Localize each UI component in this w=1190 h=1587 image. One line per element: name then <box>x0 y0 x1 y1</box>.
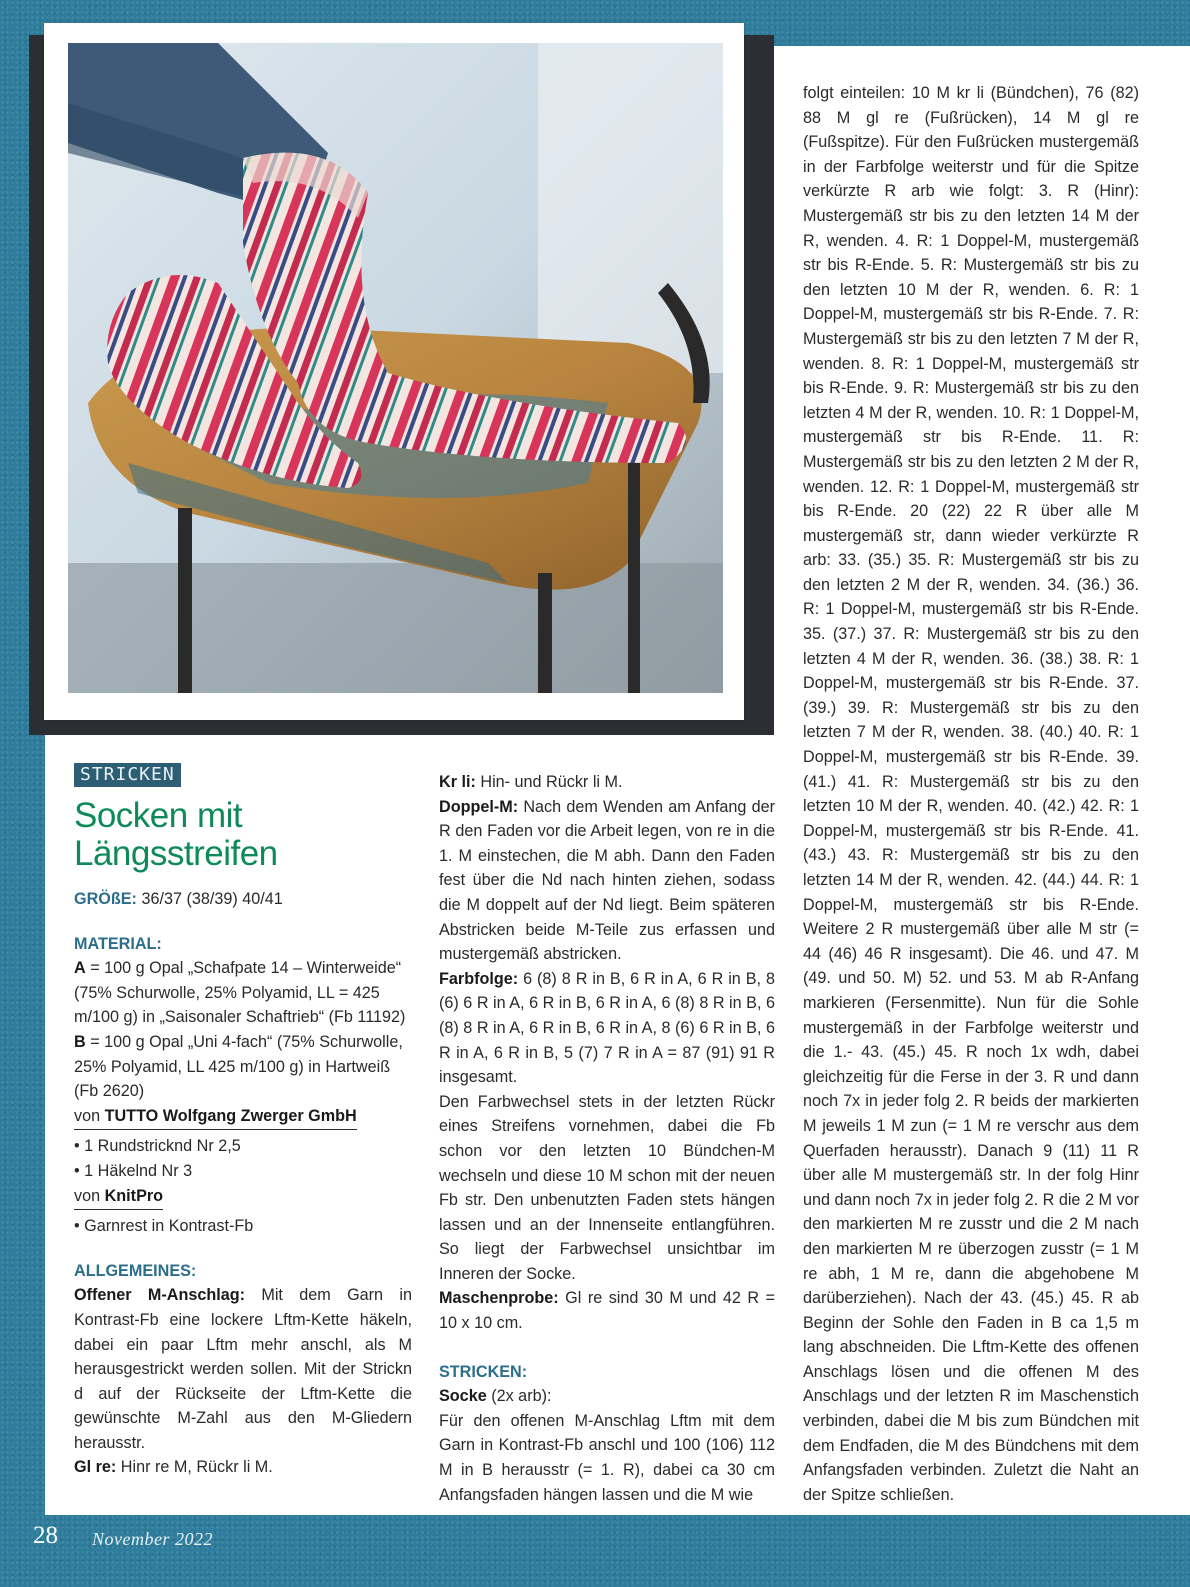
title-line-2: Längsstreifen <box>74 834 278 873</box>
krli-label: Kr li: <box>439 773 476 791</box>
tool-item-1: • 1 Rundstricknd Nr 2,5 <box>74 1137 241 1156</box>
page-number: 28 <box>33 1522 58 1549</box>
maschenprobe-label: Maschenprobe: <box>439 1289 559 1308</box>
material-b <box>74 1030 412 1104</box>
material-b-key: B <box>74 1032 86 1051</box>
photo-frame <box>44 23 744 720</box>
supplier-prefix-1: von <box>74 1106 105 1125</box>
size-value: 36/37 (38/39) 40/41 <box>136 890 283 908</box>
supplier-line-1 <box>74 1104 412 1131</box>
article-title <box>74 797 412 873</box>
socke-suffix: (2x arb): <box>486 1387 552 1406</box>
material-a <box>74 956 412 1030</box>
glre-paragraph <box>74 1455 412 1480</box>
open-cast-paragraph <box>74 1283 412 1455</box>
doppel-label: Doppel-M: <box>439 797 519 816</box>
krli-text: Hin- und Rückr li M. <box>475 773 623 791</box>
doppel-text: Nach dem Wenden am Anfang der R den Faden vor die Arbeit legen, von re in die 1. M einstechen, die M abh. Dann den Faden fest über die Nd nach hinten ziehen, sodass die M doppelt auf der Nd liegt. Beim späteren Abstricken beide M-Teile zus erfassen und mustergemäß abstricken. <box>439 797 775 964</box>
size-line <box>74 887 412 912</box>
maschenprobe-text: Gl re sind 30 M und 42 R = 10 x 10 cm. <box>439 1289 775 1333</box>
material-a-text: = 100 g Opal „Schafpate 14 – Winterweide“ (75% Schurwolle, 25% Polyamid, LL = 425 m/100 g) in „Saisonaler Schaftrieb“ (Fb 11192) <box>74 959 406 1027</box>
glre-label: Gl re: <box>74 1458 117 1477</box>
socke-line <box>439 1384 775 1409</box>
farbfolge-paragraph <box>439 967 775 1090</box>
title-line-1: Socken mit <box>74 796 243 835</box>
column-middle <box>439 770 775 1507</box>
farbfolge-label: Farbfolge: <box>439 969 519 988</box>
socke-label: Socke <box>439 1387 487 1406</box>
glre-text: Hinr re M, Rückr li M. <box>116 1458 273 1477</box>
material-a-key: A <box>74 959 86 978</box>
farbwechsel-paragraph: Den Farbwechsel stets in der letzten Rückr eines Streifens vornehmen, dabei die Fb schon vor den letzten 10 Bündchen-M wechseln und diese 10 M schon mit der neuen Fb str. Den unbenutzten Faden stets hängen lassen und an der Innenseite entlangführen. So liegt der Farbwechsel unsichtbar im Inneren der Socke. <box>439 1092 775 1283</box>
tool-item-3: • Garnrest in Kontrast-Fb <box>74 1217 254 1236</box>
general-heading: ALLGEMEINES: <box>74 1261 197 1280</box>
issue-date: November 2022 <box>92 1529 213 1549</box>
material-b-text: = 100 g Opal „Uni 4-fach“ (75% Schurwolle, 25% Polyamid, LL 425 m/100 g) in Hartweiß (Fb 2620) <box>74 1032 403 1101</box>
open-cast-text: Mit dem Garn in Kontrast-Fb eine lockere Lftm-Kette häkeln, dabei ein paar Lftm mehr anschl, als M herausgestrickt werden sollen. Mit der Strickn d auf der Rückseite der Lftm-Kette die gewünschte M-Zahl aus den M-Gliedern herausstr. <box>74 1286 412 1452</box>
knitting-intro: Für den offenen M-Anschlag Lftm mit dem Garn in Kontrast-Fb anschl und 100 (106) 112 M in B herausstr (= 1. R), dabei ca 30 cm Anfangsfaden hängen lassen und die M wie <box>439 1411 775 1504</box>
material-heading: MATERIAL: <box>74 934 162 953</box>
farbfolge-text: 6 (8) 8 R in B, 6 R in A, 6 R in B, 8 (6) 6 R in A, 6 R in B, 6 R in A, 6 (8) 8 R in B, 6 (8) 8 R in A, 6 R in B, 6 R in A, 8 (6) 6 R in B, 6 R in A, 6 R in B, 5 (7) 7 R in A = 87 (91) 91 R insgesamt. <box>439 969 775 1087</box>
column-left <box>74 763 412 1480</box>
socks-photo <box>68 43 723 693</box>
open-cast-label: Offener M-Anschlag: <box>74 1286 246 1305</box>
supplier-brand-1: TUTTO Wolfgang Zwerger GmbH <box>104 1106 357 1125</box>
knitting-heading: STRICKEN: <box>439 1362 528 1381</box>
column-right <box>803 81 1139 1507</box>
size-label: GRÖßE: <box>74 890 137 908</box>
supplier-line-2 <box>74 1184 412 1211</box>
tool-item-2: • 1 Häkelnd Nr 3 <box>74 1161 193 1180</box>
supplier-prefix-2: von <box>74 1186 105 1205</box>
supplier-brand-2: KnitPro <box>104 1186 164 1205</box>
doppel-paragraph <box>439 795 775 967</box>
section-tag: STRICKEN <box>74 763 181 787</box>
knitting-instructions: folgt einteilen: 10 M kr li (Bündchen), 76 (82) 88 M gl re (Fußrücken), 14 M gl re (Fußspitze). Für den Fußrücken mustergemäß in der Farbfolge weiterstr und für die Spitze verkürzte R arb wie folgt: 3. R (Hinr): Mustergemäß str bis zu den letzten 14 M der R, wenden. 4. R: 1 Doppel-M, mustergemäß str bis R-Ende. 5. R: Mustergemäß str bis zu den letzten 10 M der R, wenden. 6. R: 1 Doppel-M, mustergemäß str bis R-Ende. 7. R: Mustergemäß str bis zu den letzten 7 M der R, wenden. 8. R: 1 Doppel-M, mustergemäß str bis R-Ende. 9. R: Mustergemäß str bis zu den letzten 4 M der R, wenden. 10. R: 1 Doppel-M, mustergemäß str bis R-Ende. 11. R: Mustergemäß str bis zu den letzten 2 M der R, wenden. 12. R: 1 Doppel-M, mustergemäß str bis R-Ende. 20 (22) 22 R über alle M mustergemäß str, dann wieder verkürzte R arb: 33. (35.) 35. R: Mustergemäß str bis zu den letzten 2 M der R, wenden. 34. (36.) 36. R: 1 Doppel-M, mustergemäß str bis R-Ende. 35. (37.) 37. R: Mustergemäß str bis zu den letzten 4 M der R, wenden. 36. (38.) 38. R: 1 Doppel-M, mustergemäß str bis R-Ende. 37. (39.) 39. R: Mustergemäß str bis zu den letzten 7 M der R, wenden. 38. (40.) 40. R: 1 Doppel-M, mustergemäß str bis R-Ende. 39. (41.) 41. R: Mustergemäß str bis zu den letzten 10 M der R, wenden. 40. (42.) 42. R: 1 Doppel-M, mustergemäß str bis R-Ende. 41. (43.) 43. R: Mustergemäß str bis zu den letzten 14 M der R, wenden. 42. (44.) 44. R: 1 Doppel-M, mustergemäß str bis R-Ende. Weitere 2 R mustergemäß über alle M str (= 44 (46) 46 R insgesamt). Die 46. und 47. M (49. und 50. M) 52. und 53. M ab R-Anfang markieren (Fersenmitte). Nun für die Sohle mustergemäß in der Farbfolge weiterstr und die 1.- 43. (45.) 45. R noch 1x wdh, dabei gleichzeitig für die Ferse in der 3. R und dann noch 7x in jeder folg 2. R beids der markierten M jeweils 1 M zun (= 1 M re verschr aus dem Querfaden herausstr). Danach 9 (11) 11 R über alle M mustergemäß str. In der folg Hinr und dann noch 7x in jeder folg 2. R die 2 M vor den markierten M re zusstr und die 2 M nach den markierten M re überzogen zusstr (= 1 M re abh, 1 M re, dann die abgehobene M darüberziehen). Nach der 43. (45.) 45. R ab Beginn der Sohle den Faden in B ca 1,5 m lang abschneiden. Die Lftm-Kette des offenen Anschlags lösen und die offenen M des Anschlags und der letzten R im Maschenstich verbinden, dabei die M bis zum Bündchen mit dem Endfaden, die M des Bündchens mit dem Anfangsfaden verbinden. Zuletzt die Naht an der Spitze schließen. <box>803 84 1139 1504</box>
krli-paragraph <box>439 770 775 795</box>
maschenprobe-paragraph <box>439 1286 775 1335</box>
